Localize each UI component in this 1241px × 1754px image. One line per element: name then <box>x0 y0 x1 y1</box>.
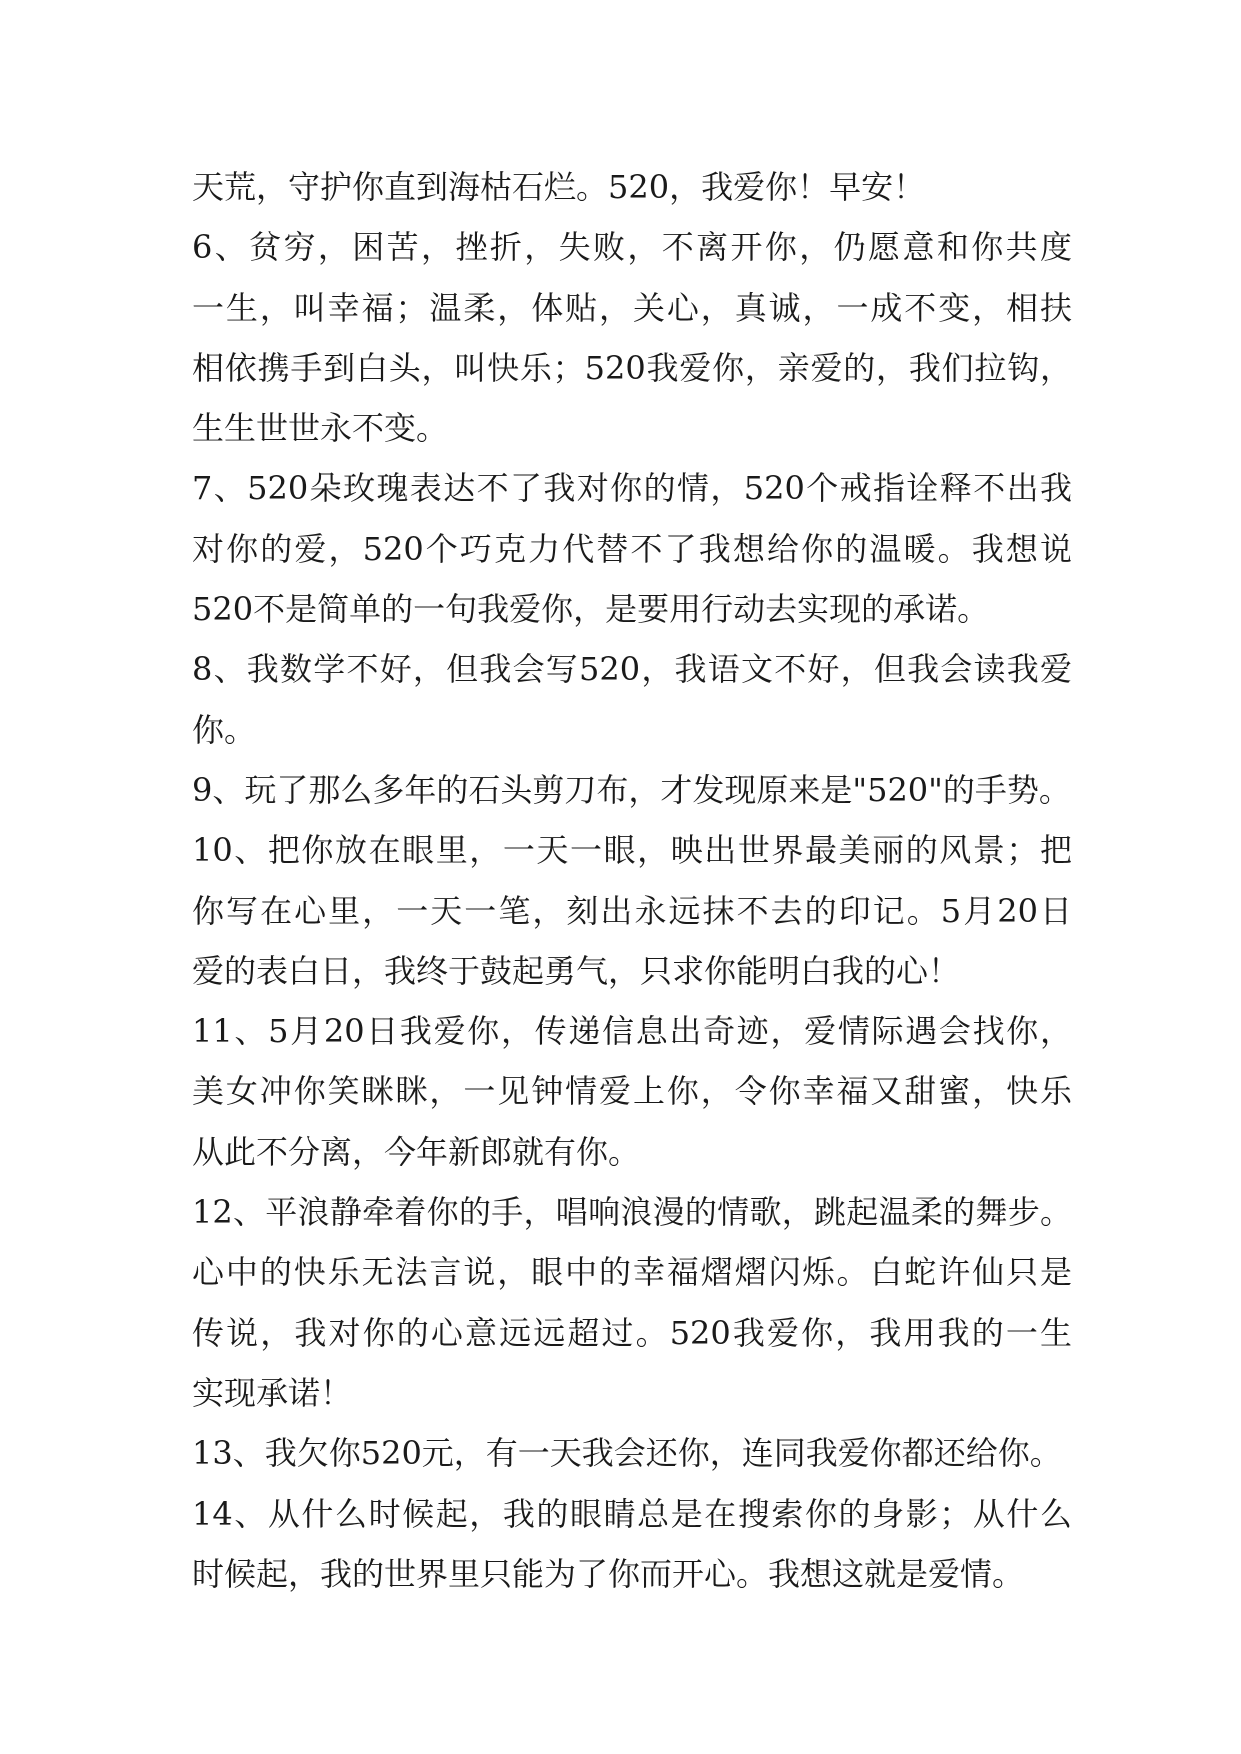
text-line: 14、从什么时候起，我的眼睛总是在搜索你的身影；从什么 <box>192 1494 1072 1533</box>
text-line: 你。 <box>192 710 257 749</box>
text-line: 11、5月20日我爱你，传递信息出奇迹，爱情际遇会找你， <box>192 1012 1072 1051</box>
text-line: 13、我欠你520元，有一天我会还你，连同我爱你都还给你。 <box>192 1434 1062 1473</box>
text-line: 传说，我对你的心意远远超过。520我爱你，我用我的一生 <box>192 1313 1072 1352</box>
text-line: 实现承诺！ <box>192 1373 353 1412</box>
text-line: 生生世世永不变。 <box>192 409 449 448</box>
text-line: 天荒，守护你直到海枯石烂。520，我爱你！早安！ <box>192 168 926 206</box>
text-line: 相依携手到白头，叫快乐；520我爱你，亲爱的，我们拉钩， <box>192 348 1072 387</box>
text-line: 12、平浪静牵着你的手，唱响浪漫的情歌，跳起温柔的舞步。 <box>192 1193 1072 1232</box>
text-line: 9、玩了那么多年的石头剪刀布，才发现原来是"520"的手势。 <box>192 770 1071 809</box>
text-line: 一生，叫幸福；温柔，体贴，关心，真诚，一成不变，相扶 <box>192 288 1072 327</box>
text-line: 从此不分离，今年新郎就有你。 <box>192 1132 641 1171</box>
text-line: 美女冲你笑眯眯，一见钟情爱上你，令你幸福又甜蜜，快乐 <box>192 1072 1072 1111</box>
text-line: 520不是简单的一句我爱你，是要用行动去实现的承诺。 <box>192 590 990 629</box>
text-line: 6、贫穷，困苦，挫折，失败，不离开你，仍愿意和你共度 <box>192 228 1072 267</box>
text-line: 心中的快乐无法言说，眼中的幸福熠熠闪烁。白蛇许仙只是 <box>192 1253 1072 1292</box>
text-line: 对你的爱，520个巧克力代替不了我想给你的温暖。我想说 <box>192 529 1072 568</box>
document-body <box>192 157 1072 1604</box>
text-line: 你写在心里，一天一笔，刻出永远抹不去的印记。5月20日 <box>192 891 1072 930</box>
text-line: 7、520朵玫瑰表达不了我对你的情，520个戒指诠释不出我 <box>192 469 1072 508</box>
text-line: 10、把你放在眼里，一天一眼，映出世界最美丽的风景；把 <box>192 831 1072 870</box>
text-line: 时候起，我的世界里只能为了你而开心。我想这就是爱情。 <box>192 1554 1025 1593</box>
text-line: 爱的表白日，我终于鼓起勇气，只求你能明白我的心！ <box>192 951 961 990</box>
text-line: 8、我数学不好，但我会写520，我语文不好，但我会读我爱 <box>192 650 1072 689</box>
